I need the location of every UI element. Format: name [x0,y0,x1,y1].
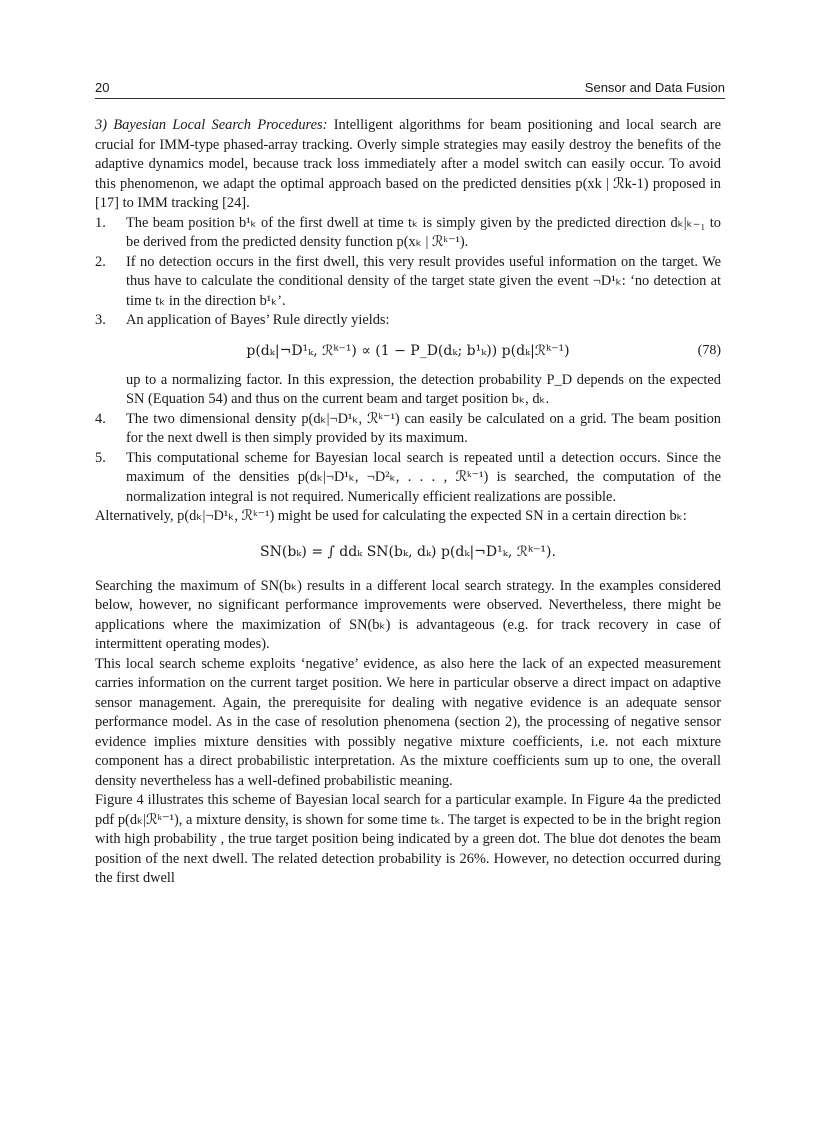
running-header [95,80,725,99]
procedure-list-2 [95,410,721,508]
list-item: 2. If no detection occurs in the first dwell, this very result provides useful information on the target. We thus have to calculate the conditional density of the target state given the event ¬D¹ₖ: ‘no detection at time tₖ in the direction b¹ₖ’. [95,253,721,309]
list-item: 5. This computational scheme for Bayesian local search is repeated until a detection occurs. Since the maximum of the densities p(dₖ|¬D¹ₖ, ¬D²ₖ, . . . , ℛᵏ⁻¹) is searched, the computation of the normalization integral is not required. Numerically efficient realizations are possible. [95,449,721,505]
procedure-list-1 [95,214,721,331]
equation-sn [95,527,721,577]
book-title: Sensor and Data Fusion [584,80,725,95]
paragraph: Figure 4 illustrates this scheme of Bayesian local search for a particular example. In Figure 4a the predicted pdf p(dₖ|ℛᵏ⁻¹), a mixture density, is shown for some time tₖ. The target is expected to be in the bright region with high probability , the true target position being indicated by a green dot. The blue dot denotes the beam position of the next dwell. The related detection probability is 26%. However, no detection occurred during the first dwell [95,792,721,886]
section-intro-text: Intelligent algorithms for beam positioning and local search are crucial for IMM-type phased-array tracking. Overly simple strategies may easily destroy the benefits of the adaptive dynamics model, because track loss immediately after a model switch can easily occur. To avoid this phenomenon, we adapt the optimal approach based on the predicted densities p(xk | ℛk-1) proposed in [17] to IMM tracking [24]. [95,117,721,211]
equation-78-body: p(dₖ|¬D¹ₖ, ℛᵏ⁻¹) ∝ (1 − P_D(dₖ; b¹ₖ)) p(dₖ|ℛᵏ⁻¹) [246,342,570,359]
page-number: 20 [95,80,110,95]
alternatively-paragraph: Alternatively, p(dₖ|¬D¹ₖ, ℛᵏ⁻¹) might be used for calculating the expected SN in a certain direction bₖ: [95,508,687,524]
paragraph: This local search scheme exploits ‘negative’ evidence, as also here the lack of an expected measurement carries information on the current target position. We here in particular observe a direct impact on adaptive sensor management. Again, the prerequisite for dealing with negative evidence is an adequate sensor performance model. As in the case of resolution phenomena (section 2), the processing of negative sensor evidence implies mixture densities with possibly negative mixture coefficients, i.e. not each mixture component has a direct probabilistic interpretation. As the mixture coefficients sum up to one, the overall density nevertheless has a well-defined probabilistic meaning. [95,655,721,789]
list-item: 4. The two dimensional density p(dₖ|¬D¹ₖ, ℛᵏ⁻¹) can easily be calculated on a grid. The beam position for the next dwell is then simply provided by its maximum. [95,410,721,446]
equation-78 [95,331,721,371]
section-intro [95,116,721,214]
section-heading: 3) Bayesian Local Search Procedures: [95,117,328,133]
equation-number: (78) [697,342,721,358]
list-item: 1. The beam position b¹ₖ of the first dwell at time tₖ is simply given by the predicted direction dₖ|ₖ₋₁ to be derived from the predicted density function p(xₖ | ℛᵏ⁻¹). [95,214,721,250]
after-equation-text: up to a normalizing factor. In this expression, the detection probability P_D depends on the expected SN (Equation 54) and thus on the current beam and target position bₖ, dₖ. [126,371,721,407]
list-item: 3. An application of Bayes’ Rule directly yields: [95,312,390,328]
page-body [95,116,721,889]
equation-sn-body: SN(bₖ) = ∫ ddₖ SN(bₖ, dₖ) p(dₖ|¬D¹ₖ, ℛᵏ⁻¹). [260,543,556,560]
paragraph: Searching the maximum of SN(bₖ) results in a different local search strategy. In the examples considered below, however, no significant performance improvements were observed. Nevertheless, there might be applications where the maximization of SN(bₖ) is advantageous (e.g. for track recovery in case of intermittent operating modes). [95,577,721,652]
